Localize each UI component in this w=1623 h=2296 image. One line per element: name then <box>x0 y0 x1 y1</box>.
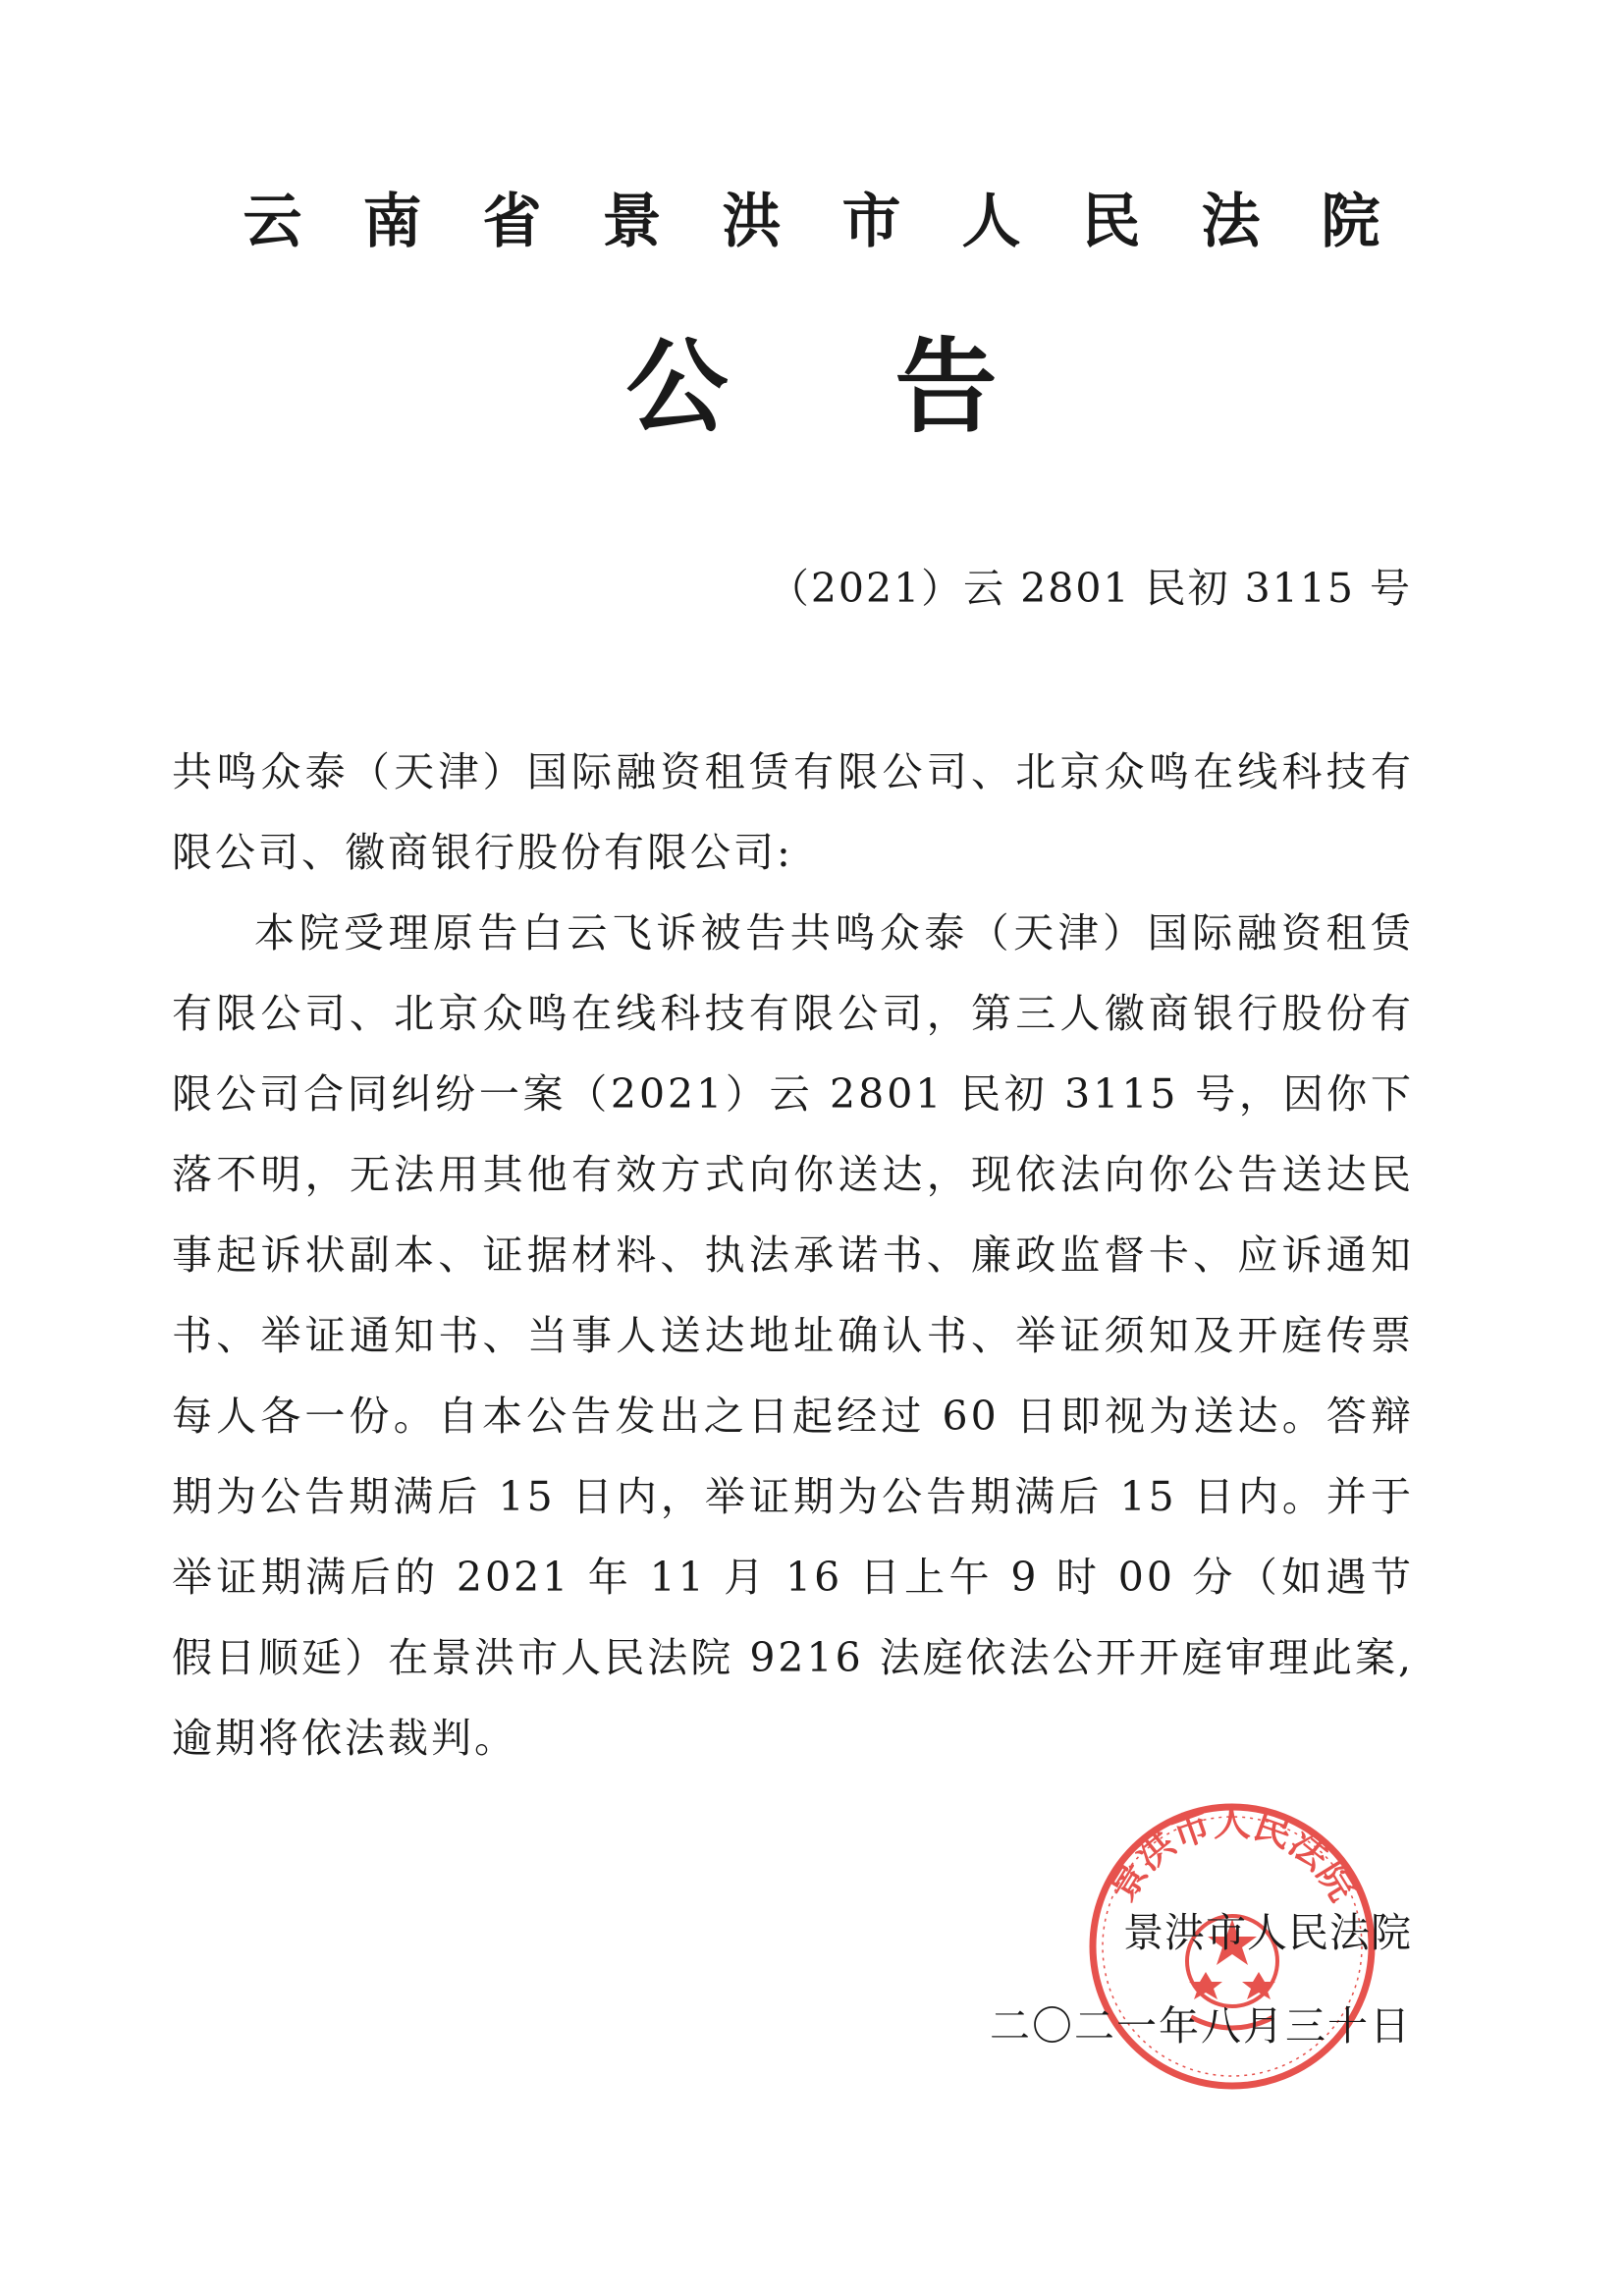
signature-court: 景洪市人民法院 <box>1123 1909 1412 1956</box>
document-title: 公告 <box>625 327 1164 447</box>
notice-body <box>172 732 1414 1778</box>
svg-text:景洪市人民法院 <box>1099 1800 1366 1908</box>
signature-date: 二〇二一年八月三十日 <box>990 2002 1412 2050</box>
court-name: 云南省景洪市人民法院 <box>243 188 1441 256</box>
seal-text: 景洪市人民法院 <box>1099 1799 1366 1909</box>
notice-text: 本院受理原告白云飞诉被告共鸣众泰（天津）国际融资租赁有限公司、北京众鸣在线科技有限公司，第三人徽商银行股份有限公司合同纠纷一案（2021）云 2801 民初 3115 号，因你下落不明，无法用其他有效方式向你送达，现依法向你公告送达民事起诉状副本、证据材料、执法承诺书、廉政监督卡、应诉通知书、举证通知书、当事人送达地址确认书、举证须知及开庭传票每人各一份。自本公告发出之日起经过 60 日即视为送达。答辩期为公告期满后 15 日内，举证期为公告期满后 15 日内。并于举证期满后的 2021 年 11 月 16 日上午 9 时 00 分（如遇节假日顺延）在景洪市人民法院 9216 法庭依法公开开庭审理此案,逾期将依法裁判。 <box>172 909 1414 1762</box>
case-number: （2021）云 2801 民初 3115 号 <box>768 565 1412 612</box>
addressee: 共鸣众泰（天津）国际融资租赁有限公司、北京众鸣在线科技有限公司、徽商银行股份有限公司: <box>172 748 1414 876</box>
